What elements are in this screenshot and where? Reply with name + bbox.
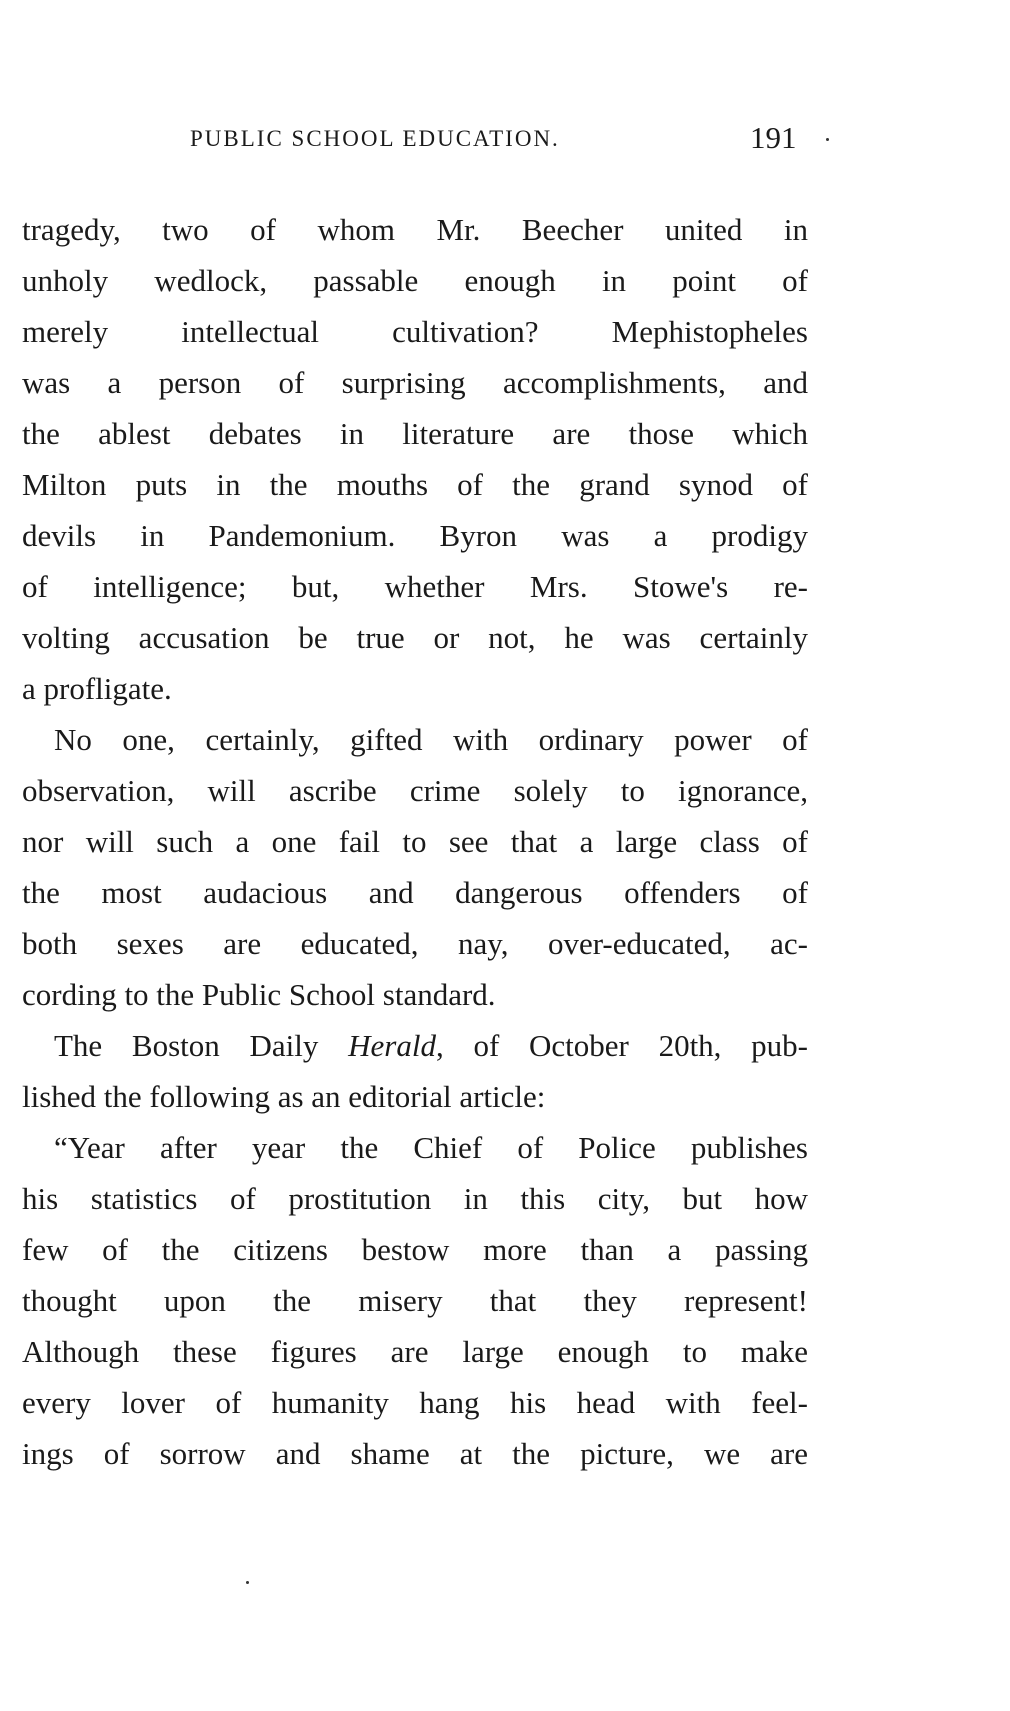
text-line: cording to the Public School standard.: [22, 977, 496, 1012]
text-line: volting accusation be true or not, he was certainly: [22, 620, 808, 655]
text-run: , of October 20th, pub-: [435, 1028, 808, 1063]
text-line: merely intellectual cultivation? Mephistopheles: [22, 314, 808, 349]
text-line: tragedy, two of whom Mr. Beecher united in: [22, 212, 808, 247]
italic-newspaper-title: Herald: [348, 1028, 436, 1063]
text-line: both sexes are educated, nay, over-educated, ac-: [22, 926, 808, 961]
text-line: “Year after year the Chief of Police publishes: [54, 1130, 808, 1165]
text-line: of intelligence; but, whether Mrs. Stowe's re-: [22, 569, 808, 604]
text-line: unholy wedlock, passable enough in point of: [22, 263, 808, 298]
text-line: nor will such a one fail to see that a large class of: [22, 824, 808, 859]
text-line: the ablest debates in literature are those which: [22, 416, 808, 451]
text-run: The Boston Daily: [54, 1028, 349, 1063]
page-number: 191: [750, 120, 797, 155]
print-speck: [826, 138, 829, 141]
text-line: devils in Pandemonium. Byron was a prodigy: [22, 518, 808, 553]
text-line: a profligate.: [22, 671, 172, 706]
text-line: few of the citizens bestow more than a passing: [22, 1232, 808, 1267]
text-line: every lover of humanity hang his head with feel-: [22, 1385, 808, 1420]
text-line: observation, will ascribe crime solely to ignorance,: [22, 773, 808, 808]
text-line: No one, certainly, gifted with ordinary power of: [54, 722, 808, 757]
text-line: ings of sorrow and shame at the picture, we are: [22, 1436, 808, 1471]
text-line: was a person of surprising accomplishments, and: [22, 365, 808, 400]
text-line: thought upon the misery that they represent!: [22, 1283, 808, 1318]
text-line: the most audacious and dangerous offenders of: [22, 875, 808, 910]
text-line-mixed: [22, 1020, 808, 1071]
page-header: [190, 120, 810, 164]
text-line: lished the following as an editorial article:: [22, 1079, 546, 1114]
print-speck: [246, 1581, 249, 1584]
running-title: PUBLIC SCHOOL EDUCATION.: [190, 126, 560, 151]
body-text: [22, 204, 808, 1479]
text-line: his statistics of prostitution in this city, but how: [22, 1181, 808, 1216]
text-line: Although these figures are large enough to make: [22, 1334, 808, 1369]
text-line: Milton puts in the mouths of the grand synod of: [22, 467, 808, 502]
